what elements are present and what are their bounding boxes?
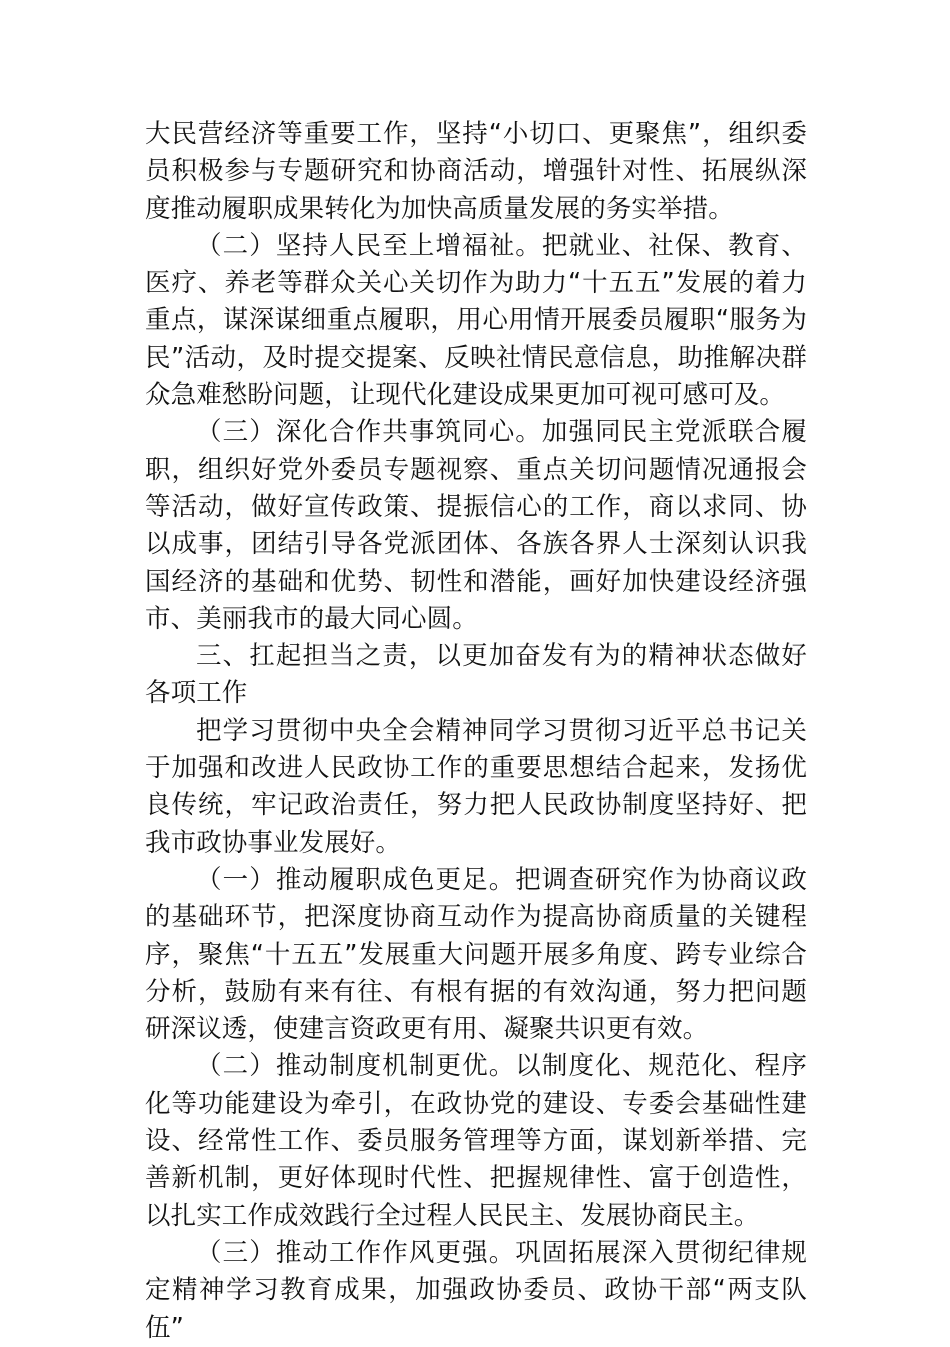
paragraph-work-style: （三）推动工作作风更强。巩固拓展深入贯彻纪律规定精神学习教育成果，加强政协委员、政协干部“两支队伍”	[145, 1237, 807, 1343]
paragraph-section-intro: 把学习贯彻中央全会精神同学习贯彻习近平总书记关于加强和改进人民政协工作的重要思想结合起来，发扬优良传统，牢记政治责任，努力把人民政协制度坚持好、把我市政协事业发展好。	[145, 715, 807, 858]
paragraph-duty-performance: （一）推动履职成色更足。把调查研究作为协商议政的基础环节，把深度协商互动作为提高协商质量的关键程序，聚焦“十五五”发展重大问题开展多角度、跨专业综合分析，鼓励有来有往、有根有据的有效沟通，努力把问题研深议透，使建言资政更有用、凝聚共识更有效。	[145, 864, 807, 1045]
paragraph-cooperation: （三）深化合作共事筑同心。加强同民主党派联合履职，组织好党外委员专题视察、重点关切问题情况通报会等活动，做好宣传政策、提振信心的工作，商以求同、协以成事，团结引导各党派团体、各族各界人士深刻认识我国经济的基础和优势、韧性和潜能，画好加快建设经济强市、美丽我市的最大同心圆。	[145, 417, 807, 634]
paragraph-continuation: 大民营经济等重要工作，坚持“小切口、更聚焦”，组织委员积极参与专题研究和协商活动，增强针对性、拓展纵深度推动履职成果转化为加快高质量发展的务实举措。	[145, 119, 807, 224]
document-body	[145, 116, 807, 1347]
paragraph-people-welfare: （二）坚持人民至上增福祉。把就业、社保、教育、医疗、养老等群众关心关切作为助力“十五五”发展的着力重点，谋深谋细重点履职，用心用情开展委员履职“服务为民”活动，及时提交提案、反映社情民意信息，助推解决群众急难愁盼问题，让现代化建设成果更加可视可感可及。	[145, 230, 807, 411]
paragraph-institutional-mechanism: （二）推动制度机制更优。以制度化、规范化、程序化等功能建设为牵引，在政协党的建设、专委会基础性建设、经常性工作、委员服务管理等方面，谋划新举措、完善新机制，更好体现时代性、把握规律性、富于创造性，以扎实工作成效践行全过程人民民主、发展协商民主。	[145, 1051, 807, 1231]
section-heading-three: 三、扛起担当之责，以更加奋发有为的精神状态做好各项工作	[145, 641, 807, 709]
